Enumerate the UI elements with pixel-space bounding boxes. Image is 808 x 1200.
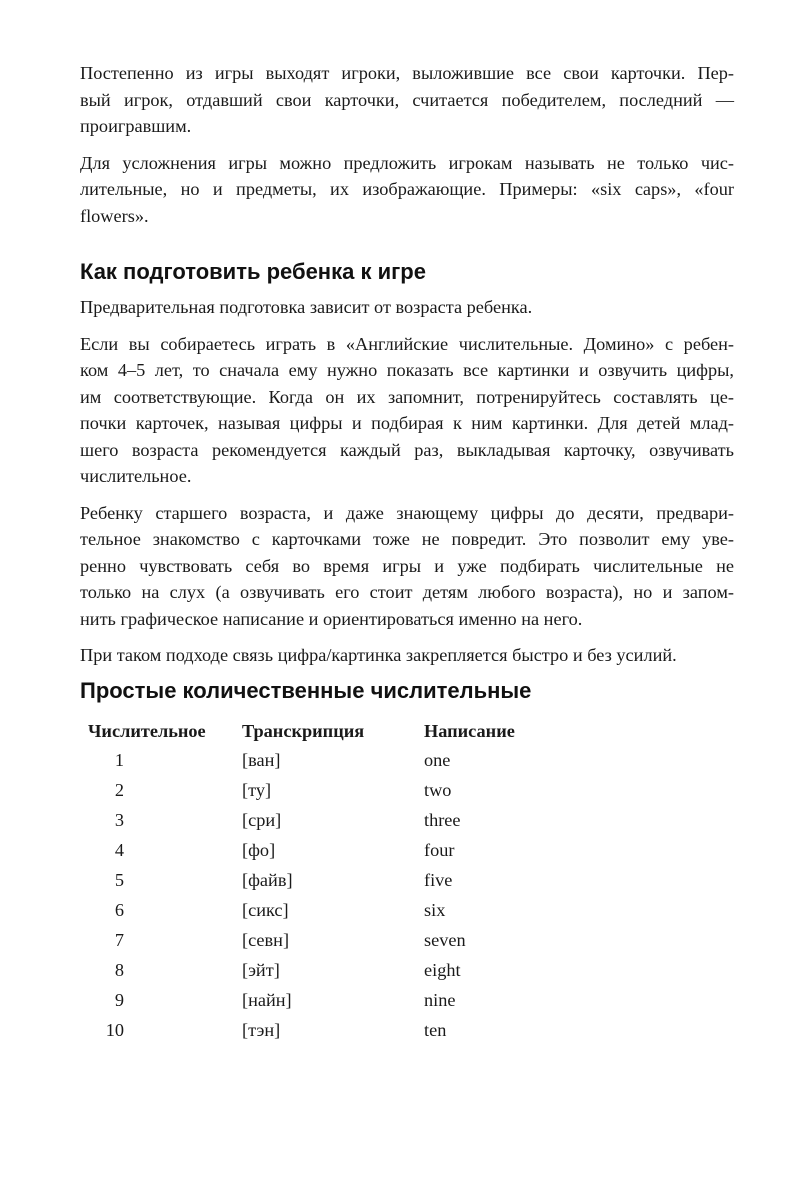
- table-row: [88, 835, 574, 865]
- text-line: Для усложнения игры можно предложить игрокам называть не только чис-: [80, 152, 734, 173]
- table-row: [88, 895, 574, 925]
- paragraph-conclusion: [80, 642, 734, 669]
- text-line: Если вы собираетесь играть в «Английские числительные. Домино» с ребен-: [80, 333, 734, 354]
- cell-transcription: [севн]: [242, 929, 290, 950]
- text-line: числительное.: [80, 466, 192, 486]
- paragraph-preparation: [80, 294, 734, 321]
- cell-spelling: one: [424, 749, 451, 770]
- table-header-row: [88, 717, 574, 745]
- column-header-numeral: Числительное: [88, 720, 206, 741]
- table-row: [88, 865, 574, 895]
- text-line: им соответствующие. Когда он их запомнит, потренируйтесь составлять це-: [80, 386, 734, 407]
- cell-numeral: 5: [114, 869, 124, 890]
- cell-transcription: [найн]: [242, 989, 292, 1010]
- table-row: [88, 985, 574, 1015]
- table-row: [88, 955, 574, 985]
- cell-numeral: 1: [114, 749, 124, 770]
- cell-transcription: [тэн]: [242, 1019, 281, 1040]
- table-row: [88, 745, 574, 775]
- cell-transcription: [файв]: [242, 869, 293, 890]
- cell-spelling: seven: [424, 929, 466, 950]
- cell-numeral: 3: [114, 809, 124, 830]
- numerals-table: [88, 717, 574, 1045]
- cell-transcription: [эйт]: [242, 959, 280, 980]
- paragraph-game-complexity: [80, 150, 734, 230]
- paragraph-older-children: [80, 500, 734, 633]
- text-line: лительные, но и предметы, их изображающие. Примеры: «six caps», «four: [80, 179, 734, 199]
- text-line: flowers».: [80, 205, 149, 226]
- section-heading-cardinal-numbers: Простые количественные числительные: [80, 678, 532, 703]
- text-line: Предварительная подготовка зависит от возраста ребенка.: [80, 297, 533, 317]
- table-row: [88, 775, 574, 805]
- text-line: Постепенно из игры выходят игроки, выложившие все свои карточки. Пер-: [80, 63, 734, 83]
- table-row: [88, 1015, 574, 1045]
- column-header-spelling: Написание: [424, 720, 515, 741]
- cell-spelling: two: [424, 779, 452, 800]
- text-line: почки карточек, называя цифры и подбирая к ним картинки. Для детей млад-: [80, 413, 734, 433]
- text-line: нить графическое написание и ориентироваться именно на него.: [80, 608, 583, 629]
- paragraph-young-children: [80, 331, 734, 490]
- text-line: При таком подходе связь цифра/картинка закрепляется быстро и без усилий.: [80, 645, 677, 665]
- text-line: тельное знакомство с карточками тоже не повредит. Это позволит ему уве-: [80, 529, 734, 549]
- text-line: ренно чувствовать себя во время игры и уже подбирать числительные не: [80, 555, 734, 576]
- cell-spelling: nine: [424, 989, 456, 1010]
- document-page: [80, 60, 734, 1040]
- table-row: [88, 805, 574, 835]
- cell-spelling: six: [424, 899, 446, 920]
- cell-spelling: eight: [424, 959, 461, 980]
- cell-transcription: [ту]: [242, 779, 272, 800]
- text-line: вый игрок, отдавший свои карточки, считается победителем, последний —: [80, 89, 734, 110]
- text-line: ком 4–5 лет, то сначала ему нужно показать все картинки и озвучить цифры,: [80, 360, 734, 380]
- section-heading-prepare: Как подготовить ребенка к игре: [80, 259, 426, 284]
- intro-block: [80, 60, 734, 229]
- cell-numeral: 4: [114, 839, 124, 860]
- cell-numeral: 10: [105, 1019, 124, 1040]
- paragraph-game-end: [80, 60, 734, 140]
- cell-spelling: three: [424, 809, 461, 830]
- cell-transcription: [сикс]: [242, 899, 289, 920]
- text-line: Ребенку старшего возраста, и даже знающему цифры до десяти, предвари-: [80, 502, 734, 523]
- cell-numeral: 6: [114, 899, 124, 920]
- text-line: только на слух (а озвучивать его стоит детям любого возраста), но и запом-: [80, 582, 734, 602]
- text-line: проигравшим.: [80, 116, 192, 136]
- cell-spelling: ten: [424, 1019, 447, 1040]
- cell-numeral: 8: [114, 959, 124, 980]
- cell-transcription: [сри]: [242, 809, 282, 830]
- cell-numeral: 7: [114, 929, 124, 950]
- cell-numeral: 2: [114, 779, 124, 800]
- cell-spelling: five: [424, 869, 453, 890]
- column-header-transcription: Транскрипция: [242, 720, 365, 741]
- table-row: [88, 925, 574, 955]
- cell-transcription: [фо]: [242, 839, 276, 860]
- cell-transcription: [ван]: [242, 749, 281, 770]
- prepare-block: [80, 294, 734, 679]
- cell-numeral: 9: [114, 989, 124, 1010]
- cell-spelling: four: [424, 839, 455, 860]
- text-line: шего возраста рекомендуется каждый раз, выкладывая карточку, озвучивать: [80, 439, 734, 460]
